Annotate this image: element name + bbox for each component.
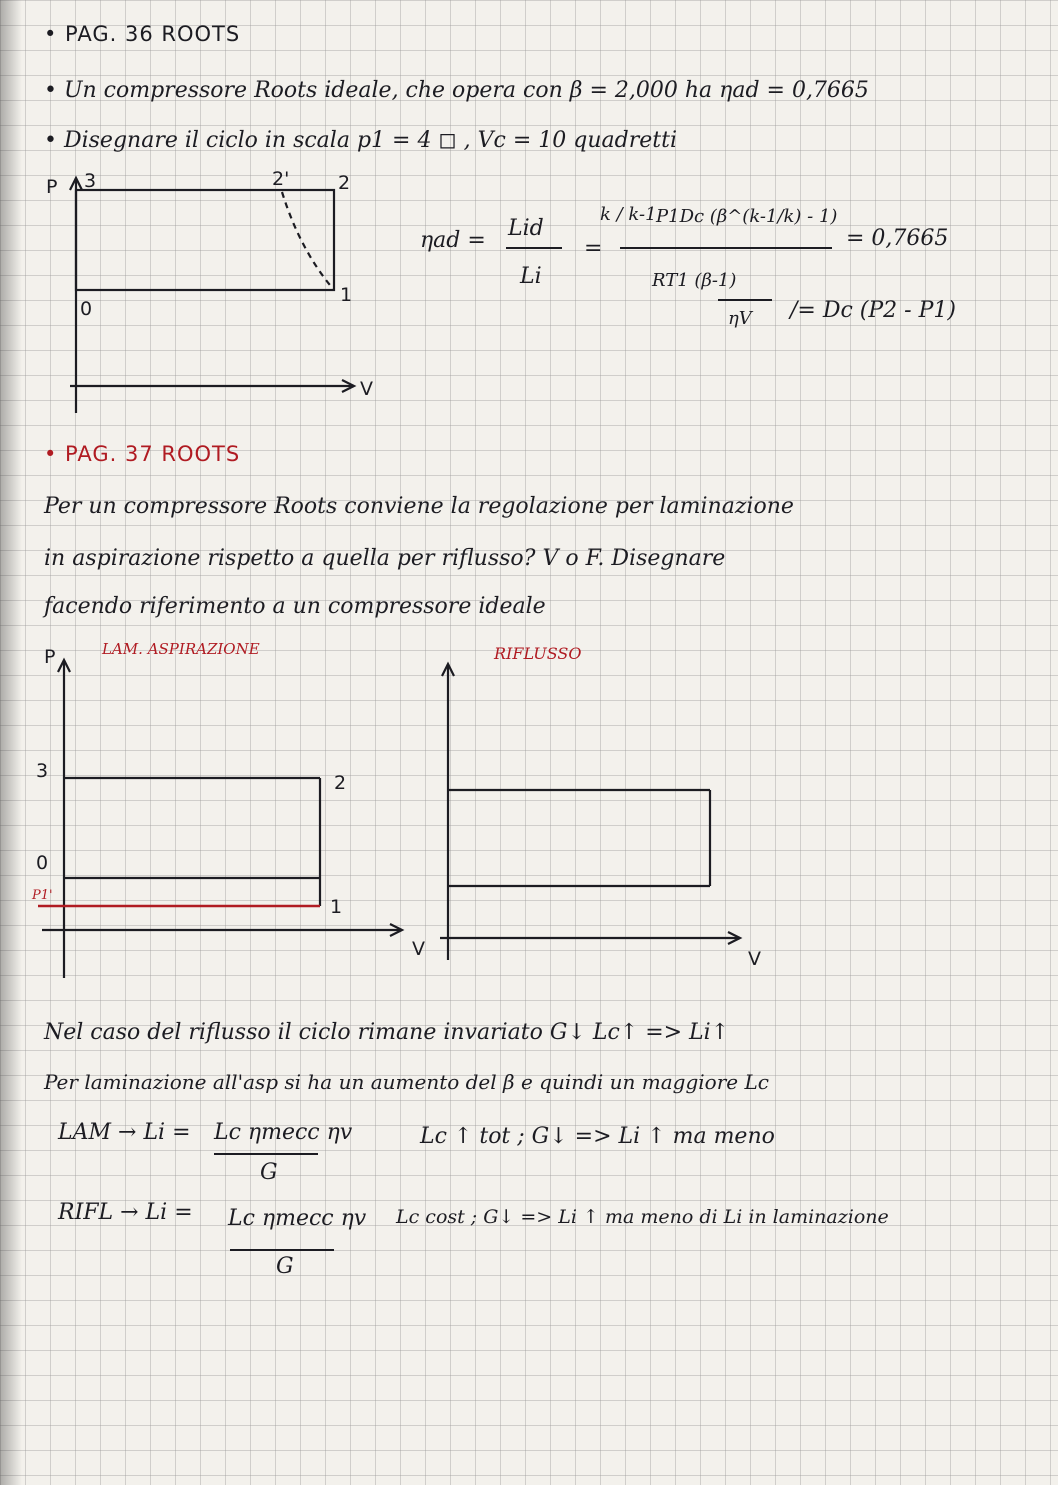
heading-pag36: • PAG. 36 ROOTS xyxy=(44,22,241,46)
formula-result: = 0,7665 xyxy=(846,226,949,251)
question-line-1: Per un compressore Roots conviene la regolazione per laminazione xyxy=(44,494,794,519)
formula-k-frac: k / k-1 xyxy=(600,204,657,225)
heading-pag37: • PAG. 37 ROOTS xyxy=(44,442,241,466)
left-point-1-label: 1 xyxy=(330,896,343,918)
left-point-0-label: 0 xyxy=(36,852,49,874)
answer-lam-rhs: Lc ↑ tot ; G↓ => Li ↑ ma meno xyxy=(420,1124,775,1149)
problem-line-1: • Un compressore Roots ideale, che opera con β = 2,000 ha ηad = 0,7665 xyxy=(44,78,869,103)
formula-lhs: ηad = xyxy=(420,228,486,253)
left-point-3-label: 3 xyxy=(36,760,49,782)
formula-eq: = xyxy=(584,236,603,261)
problem-line-2: • Disegnare il ciclo in scala p1 = 4 ◻ , Vc = 10 quadretti xyxy=(44,128,677,153)
answer-rifl-den: G xyxy=(276,1254,294,1279)
point-2prime-label: 2' xyxy=(272,168,290,190)
answer-lam-den: G xyxy=(260,1160,278,1185)
formula-denominator-a: RT1 (β-1) xyxy=(652,270,737,291)
point-2-label: 2 xyxy=(338,172,351,194)
left-point-p1prime-label: P1' xyxy=(32,888,53,903)
axis-p-label: P xyxy=(46,176,58,198)
formula-frac1-num: Lid xyxy=(508,216,544,241)
point-0-label: 0 xyxy=(80,298,93,320)
left-axis-v-label: V xyxy=(412,938,425,960)
right-axis-v-label: V xyxy=(748,948,761,970)
formula-frac1-den: Li xyxy=(520,264,542,289)
question-line-3: facendo riferimento a un compressore ideale xyxy=(44,594,546,619)
question-line-2: in aspirazione rispetto a quella per riflusso? V o F. Disegnare xyxy=(44,546,726,571)
formula-numerator: P1Dc (β^(k-1/k) - 1) xyxy=(656,206,838,227)
left-point-2-label: 2 xyxy=(334,772,347,794)
point-3-label: 3 xyxy=(84,170,97,192)
point-1-label: 1 xyxy=(340,284,353,306)
axis-v-label: V xyxy=(360,378,373,400)
left-axis-p-label: P xyxy=(44,646,56,668)
diagram-left-title: LAM. ASPIRAZIONE xyxy=(102,640,260,658)
answer-lam-num: Lc ηmecc ηv xyxy=(214,1120,353,1145)
answer-line-2: Per laminazione all'asp si ha un aumento del β e quindi un maggiore Lc xyxy=(44,1070,769,1094)
formula-denominator-b: ηV xyxy=(728,308,752,329)
diagram-right-title: RIFLUSSO xyxy=(494,644,582,663)
answer-rifl-rhs: Lc cost ; G↓ => Li ↑ ma meno di Li in laminazione xyxy=(396,1206,889,1228)
answer-rifl-lhs: RIFL → Li = xyxy=(58,1200,193,1225)
answer-line-1: Nel caso del riflusso il ciclo rimane invariato G↓ Lc↑ => Li↑ xyxy=(44,1020,730,1045)
answer-lam-lhs: LAM → Li = xyxy=(58,1120,191,1145)
answer-rifl-num: Lc ηmecc ηv xyxy=(228,1206,367,1231)
formula-note: /= Dc (P2 - P1) xyxy=(790,298,956,323)
